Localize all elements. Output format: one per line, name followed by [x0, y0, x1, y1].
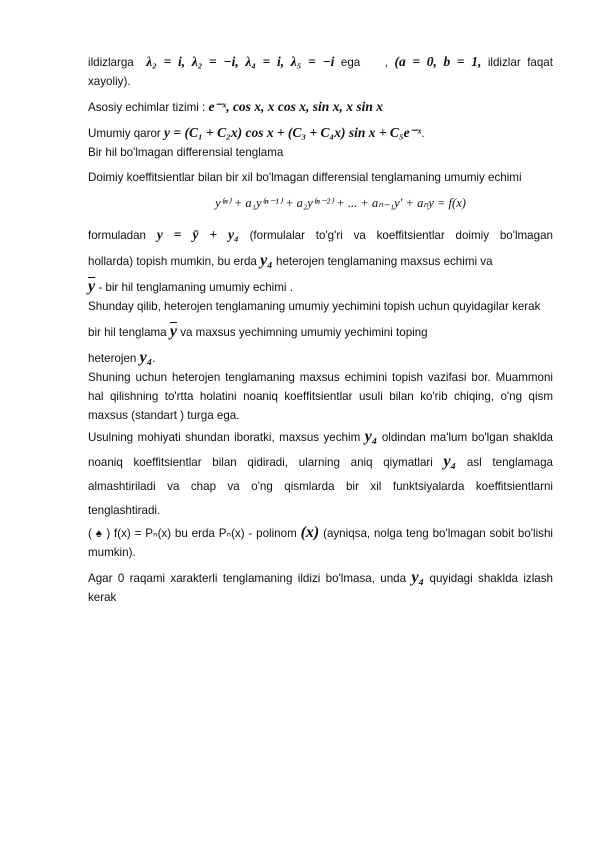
text: - bir hil tenglamaning umumiy echimi .	[95, 281, 293, 294]
text: oldindan ma'lum bo'lgan shaklda noaniq koeffitsientlar bilan qidiradi, ularning aniq qiymatlari	[88, 431, 553, 469]
text: heterojen	[88, 352, 137, 365]
paragraph-method	[88, 425, 553, 523]
text: Bir hil bo'lmagan differensial tenglama	[88, 146, 284, 159]
text: xayoliy).	[88, 75, 131, 88]
formula-particular: y₄	[139, 349, 153, 366]
text: .	[152, 352, 156, 365]
formula-ode	[88, 191, 553, 215]
text: hollarda) topish mumkin, bu erda	[88, 255, 257, 268]
formula-polynomial: (x)	[300, 524, 320, 541]
formula-ybar: $\overline{y}$	[88, 278, 96, 295]
text: ildizlarga	[88, 56, 134, 69]
formula-general-2: (C₃ + C₄x) sin x + C₅e⁻ˣ	[287, 125, 422, 140]
formula-ybar: $\overline{y}$	[169, 323, 177, 340]
paragraph-heterogeneous	[88, 348, 553, 368]
formula-particular: y₄	[364, 428, 378, 445]
formula-particular: y₄	[443, 453, 457, 470]
paragraph-where	[88, 251, 553, 271]
paragraph-if-zero	[88, 568, 553, 607]
text: (formulalar to'g'ri va koeffitsientlar doimiy bo'lmagan	[249, 229, 553, 242]
text: asl tenglamaga almashtiriladi va chap va o'ng qismlarda bir xil funktsiyalarda koeffitsientlarni tenglashtiradi.	[88, 456, 553, 517]
formula-particular: y₄	[411, 569, 425, 586]
paragraph-task	[88, 368, 553, 425]
text: ildizlar	[487, 56, 521, 69]
text: Doimiy koeffitsientlar bilan bir xil bo'lmagan differensial tenglamaning umumiy echimi	[88, 171, 522, 184]
paragraph-thus	[88, 297, 553, 316]
formula-ab: (a = 0, b = 1,	[394, 54, 482, 69]
general-solution-line	[88, 123, 553, 143]
paragraph-nonhomogeneous	[88, 168, 553, 187]
formula-particular: y₄	[260, 252, 273, 269]
paragraph-find	[88, 322, 553, 342]
text: va maxsus yechimning umumiy yechimini toping	[180, 326, 428, 339]
document-page	[88, 52, 553, 607]
text: heterojen tenglamaning maxsus echimi va	[276, 255, 493, 268]
text: ega	[340, 56, 361, 69]
text: Shunday qilib, heterojen tenglamaning umumiy yechimini topish uchun quyidagilar kerak	[88, 300, 541, 313]
text: faqat	[527, 56, 553, 69]
paragraph-roots	[88, 52, 553, 72]
formula-basis: e⁻ˣ, cos x, x cos x, sin x, x sin x	[208, 99, 383, 114]
text: ,	[384, 56, 388, 69]
formula-sum: y = ȳ + y₄	[156, 227, 239, 242]
text: (ayniqsa, nolga teng bo'lmagan sobit bo'lishi mumkin).	[88, 527, 553, 559]
paragraph-case-1	[88, 523, 553, 562]
basis-line	[88, 97, 553, 117]
text: Umumiy qaror	[88, 127, 161, 140]
text: ( ♠ ) f(x) = Pₙ(x) bu erda Pₙ(x) - polinom	[88, 527, 297, 540]
text: .	[421, 127, 425, 140]
text: formuladan	[88, 229, 147, 242]
paragraph-roots-cont	[88, 72, 553, 91]
formula-ode-text: y⁽ⁿ⁾ + a₁y⁽ⁿ⁻¹⁾ + a₂y⁽ⁿ⁻²⁾ + ... + aₙ₋₁y′ + aₙy = f(x)	[215, 196, 466, 210]
formula-general-1: y = (C₁ + C₂x) cos x +	[164, 125, 285, 140]
paragraph-homogeneous	[88, 277, 553, 297]
paragraph-formula-from	[88, 225, 553, 245]
section-heading	[88, 143, 553, 162]
text: Shuning uchun heterojen tenglamaning maxsus echimini topish vazifasi bor. Muammoni hal qilishning to'rtta holatini noaniq koeffitsientlar usuli bilan ko'rib chiqing, o'ng qism maxsus (standart ) turga ega.	[88, 371, 553, 422]
text: Asosiy echimlar tizimi :	[88, 101, 206, 114]
text: Agar 0 raqami xarakterli tenglamaning ildizi bo'lmasa, unda	[88, 572, 407, 585]
text: quyidagi shaklda izlash kerak	[88, 572, 553, 604]
text: bir hil tenglama	[88, 326, 167, 339]
text: Usulning mohiyati shundan iboratki, maxsus yechim	[88, 431, 361, 444]
formula-roots: λ₂ = i, λ₂ = −i, λ₄ = i, λ₅ = −i	[146, 54, 335, 69]
